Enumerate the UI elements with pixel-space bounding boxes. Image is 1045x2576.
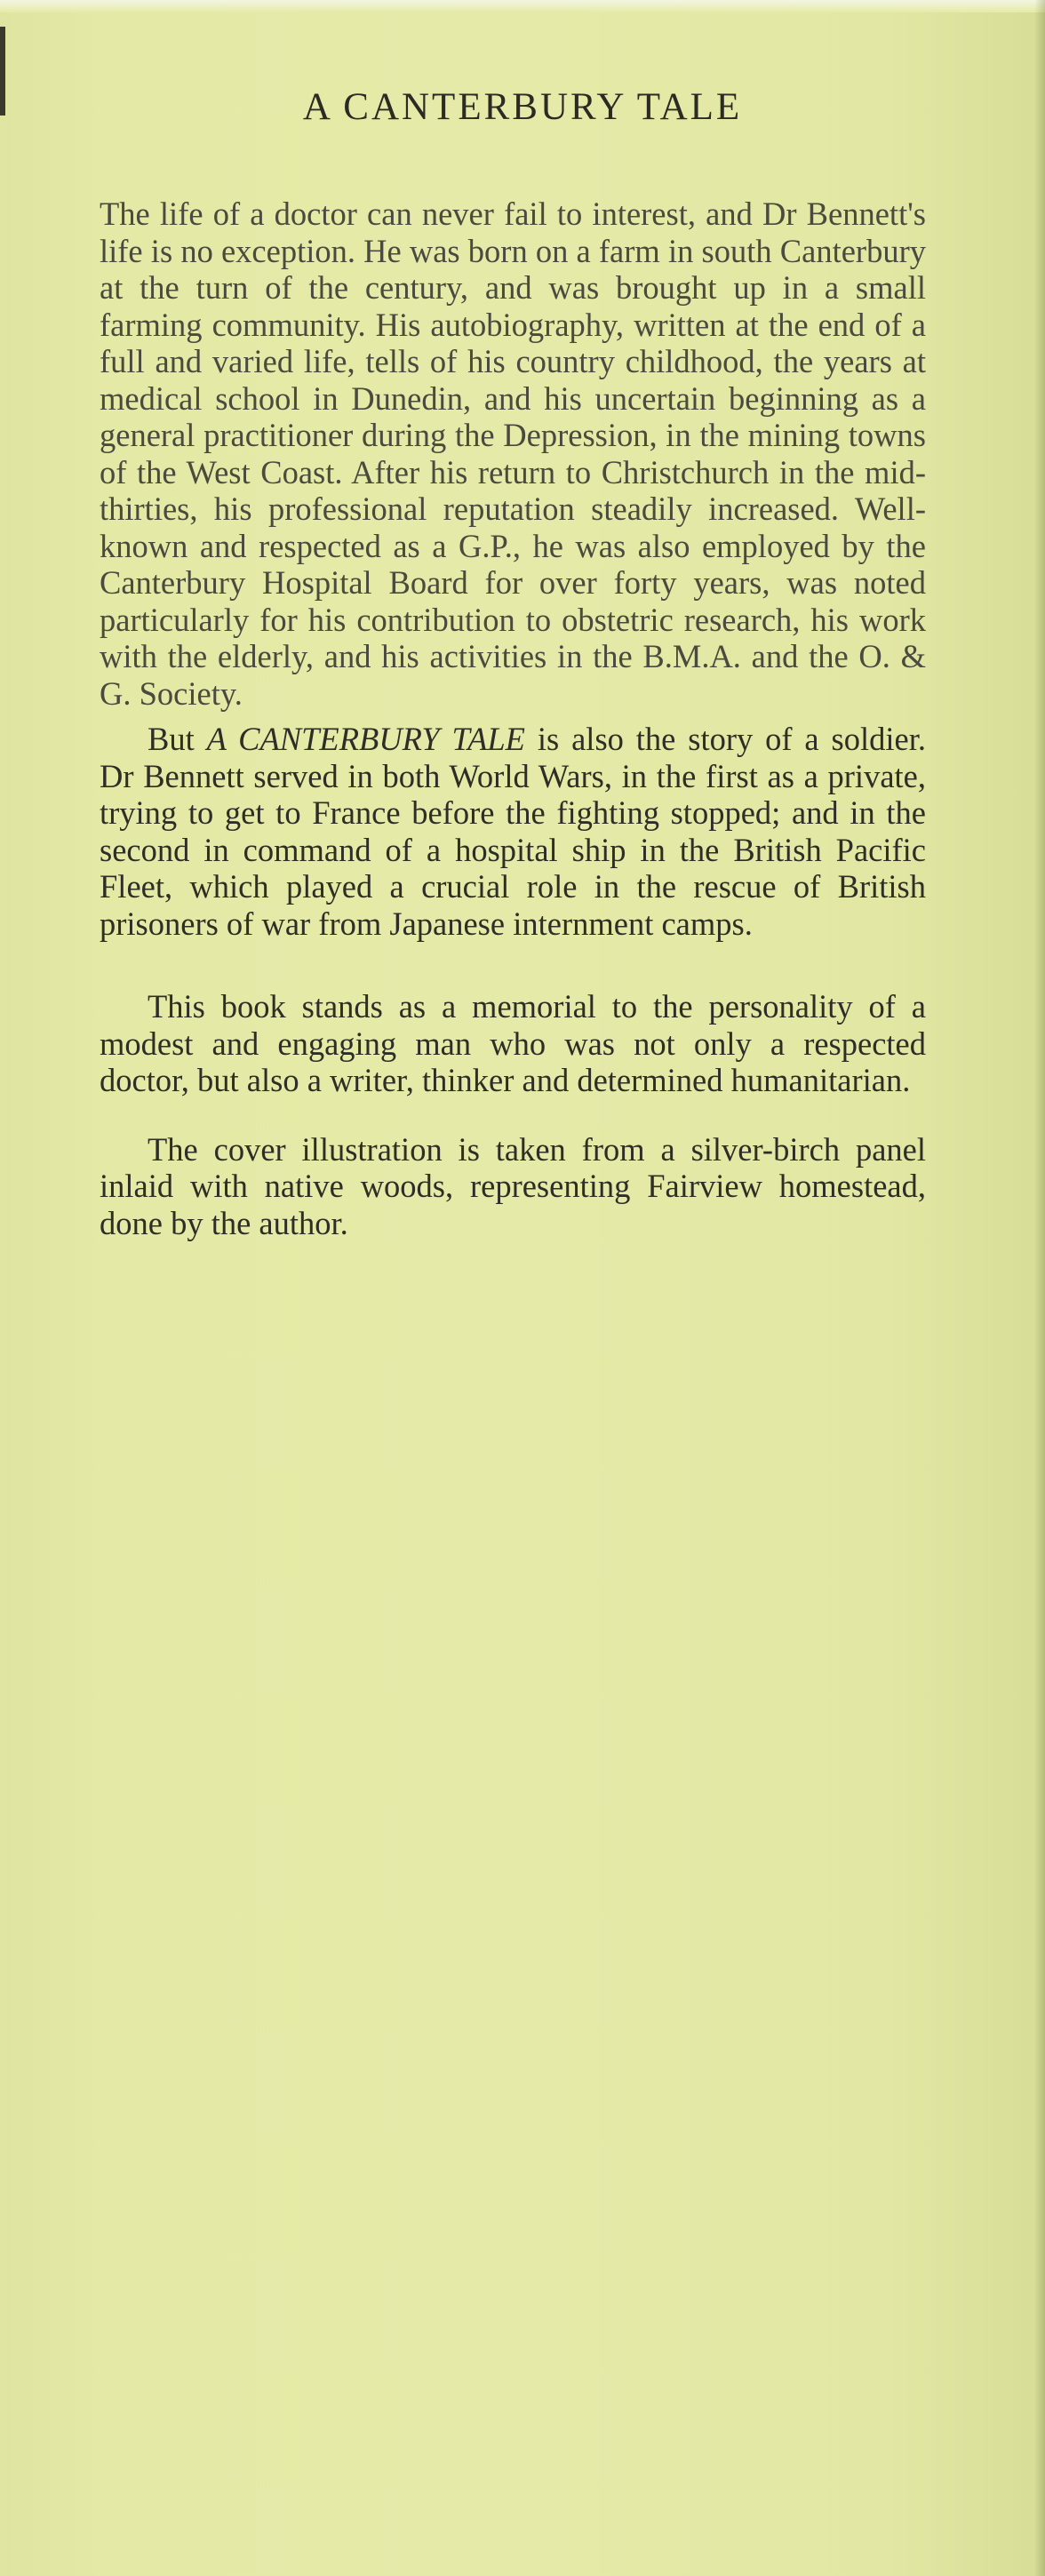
blurb-paragraph-2-rest: is also the story of a soldier. Dr Bennett served in both World Wars, in the first as a private, trying to get to France before the fighting stopped; and in the second in command of a hospital ship in the British Pacific Fleet, which played a crucial role in the rescue of British prisoners of war from Japanese internment camps.	[100, 721, 926, 942]
blurb-paragraph-2	[100, 721, 926, 942]
jacket-right-edge	[1034, 0, 1045, 2576]
blurb-paragraph-4: The cover illustration is taken from a silver-birch panel inlaid with native woods, representing Fairview homestead, done by the author.	[100, 1130, 926, 1241]
book-title: A CANTERBURY TALE	[302, 86, 743, 128]
blurb-text	[100, 195, 926, 1241]
blurb-paragraph-2-lead: But	[148, 721, 207, 757]
jacket-top-edge	[0, 0, 1045, 12]
blurb-paragraph-3: This book stands as a memorial to the personality of a modest and engaging man who was not only a respected doctor, but also a writer, thinker and determined humanitarian.	[100, 988, 926, 1098]
book-title-inline: A CANTERBURY TALE	[206, 721, 525, 757]
blurb-paragraph-1: The life of a doctor can never fail to interest, and Dr Bennett's life is no exception. He was born on a farm in south Canterbury at the turn of the century, and was brought up in a small farming community. His autobiography, written at the end of a full and varied life, tells of his country childhood, the years at medical school in Dunedin, and his uncertain beginning as a general practitioner during the Depression, in the mining towns of the West Coast. After his return to Christchurch in the mid-thirties, his professional reputation steadily increased. Well-known and respected as a G.P., he was also employed by the Canterbury Hospital Board for over forty years, was noted particularly for his contribution to obstetric research, his work with the elderly, and his activities in the B.M.A. and the O. & G. Society.	[100, 195, 926, 712]
